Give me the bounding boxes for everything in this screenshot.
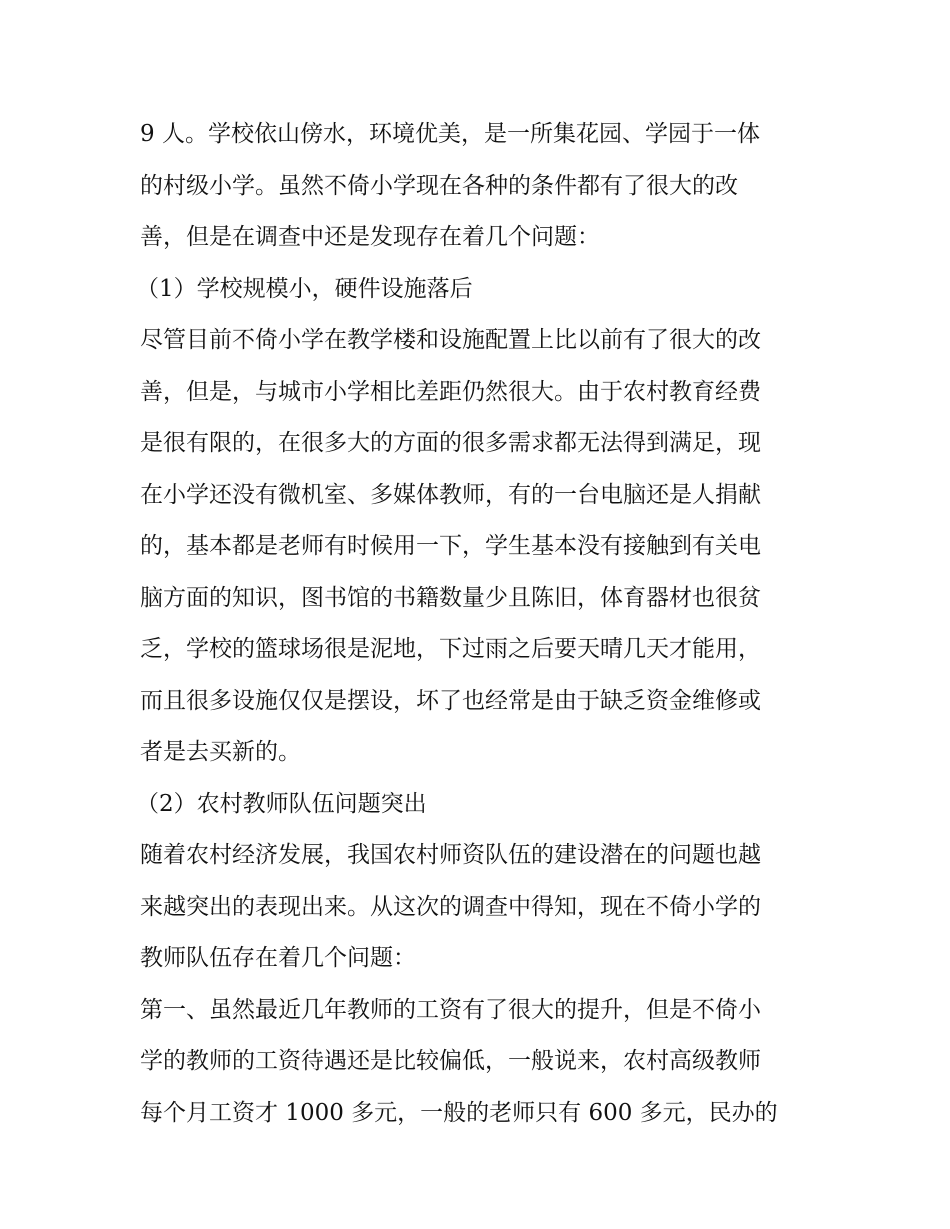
text-line: 的村级小学。虽然不倚小学现在各种的条件都有了很大的改 xyxy=(140,172,738,199)
text-line: 学的教师的工资待遇还是比较偏低，一般说来，农村高级教师 xyxy=(140,1048,761,1074)
text-line: 者是去买新的。 xyxy=(140,739,301,765)
text-line: 是很有限的，在很多大的方面的很多需求都无法得到满足，现 xyxy=(140,430,761,456)
text-line: 的，基本都是老师有时候用一下，学生基本没有接触到有关电 xyxy=(140,533,761,559)
text-line: 随着农村经济发展，我国农村师资队伍的建设潜在的问题也越 xyxy=(140,842,761,868)
section-heading-2: （2）农村教师队伍问题突出 xyxy=(136,790,427,817)
body-text xyxy=(136,109,820,1139)
text-line: 善，但是，与城市小学相比差距仍然很大。由于农村教育经费 xyxy=(140,378,761,405)
text-line: 脑方面的知识，图书馆的书籍数量少且陈旧，体育器材也很贫 xyxy=(140,584,761,611)
section-heading-1: （1）学校规模小，硬件设施落后 xyxy=(136,275,473,302)
text-line: 尽管目前不倚小学在教学楼和设施配置上比以前有了很大的改 xyxy=(140,327,761,353)
text-line: 9 人。学校依山傍水，环境优美，是一所集花园、学园于一体 xyxy=(140,121,760,147)
text-line: 教师队伍存在着几个问题： xyxy=(140,945,416,971)
text-line: 来越突出的表现出来。从这次的调查中得知，现在不倚小学的 xyxy=(140,893,761,920)
text-line: 乏，学校的篮球场很是泥地，下过雨之后要天晴几天才能用， xyxy=(140,636,761,662)
text-line: 在小学还没有微机室、多媒体教师，有的一台电脑还是人捐献 xyxy=(140,481,761,508)
text-line: 善，但是在调查中还是发现存在着几个问题： xyxy=(140,224,600,250)
text-line: 第一、虽然最近几年教师的工资有了很大的提升，但是不倚小 xyxy=(140,996,761,1023)
text-line: 而且很多设施仅仅是摆设，坏了也经常是由于缺乏资金维修或 xyxy=(140,687,761,714)
text-line: 每个月工资才 1000 多元，一般的老师只有 600 多元，民办的 xyxy=(140,1099,778,1126)
